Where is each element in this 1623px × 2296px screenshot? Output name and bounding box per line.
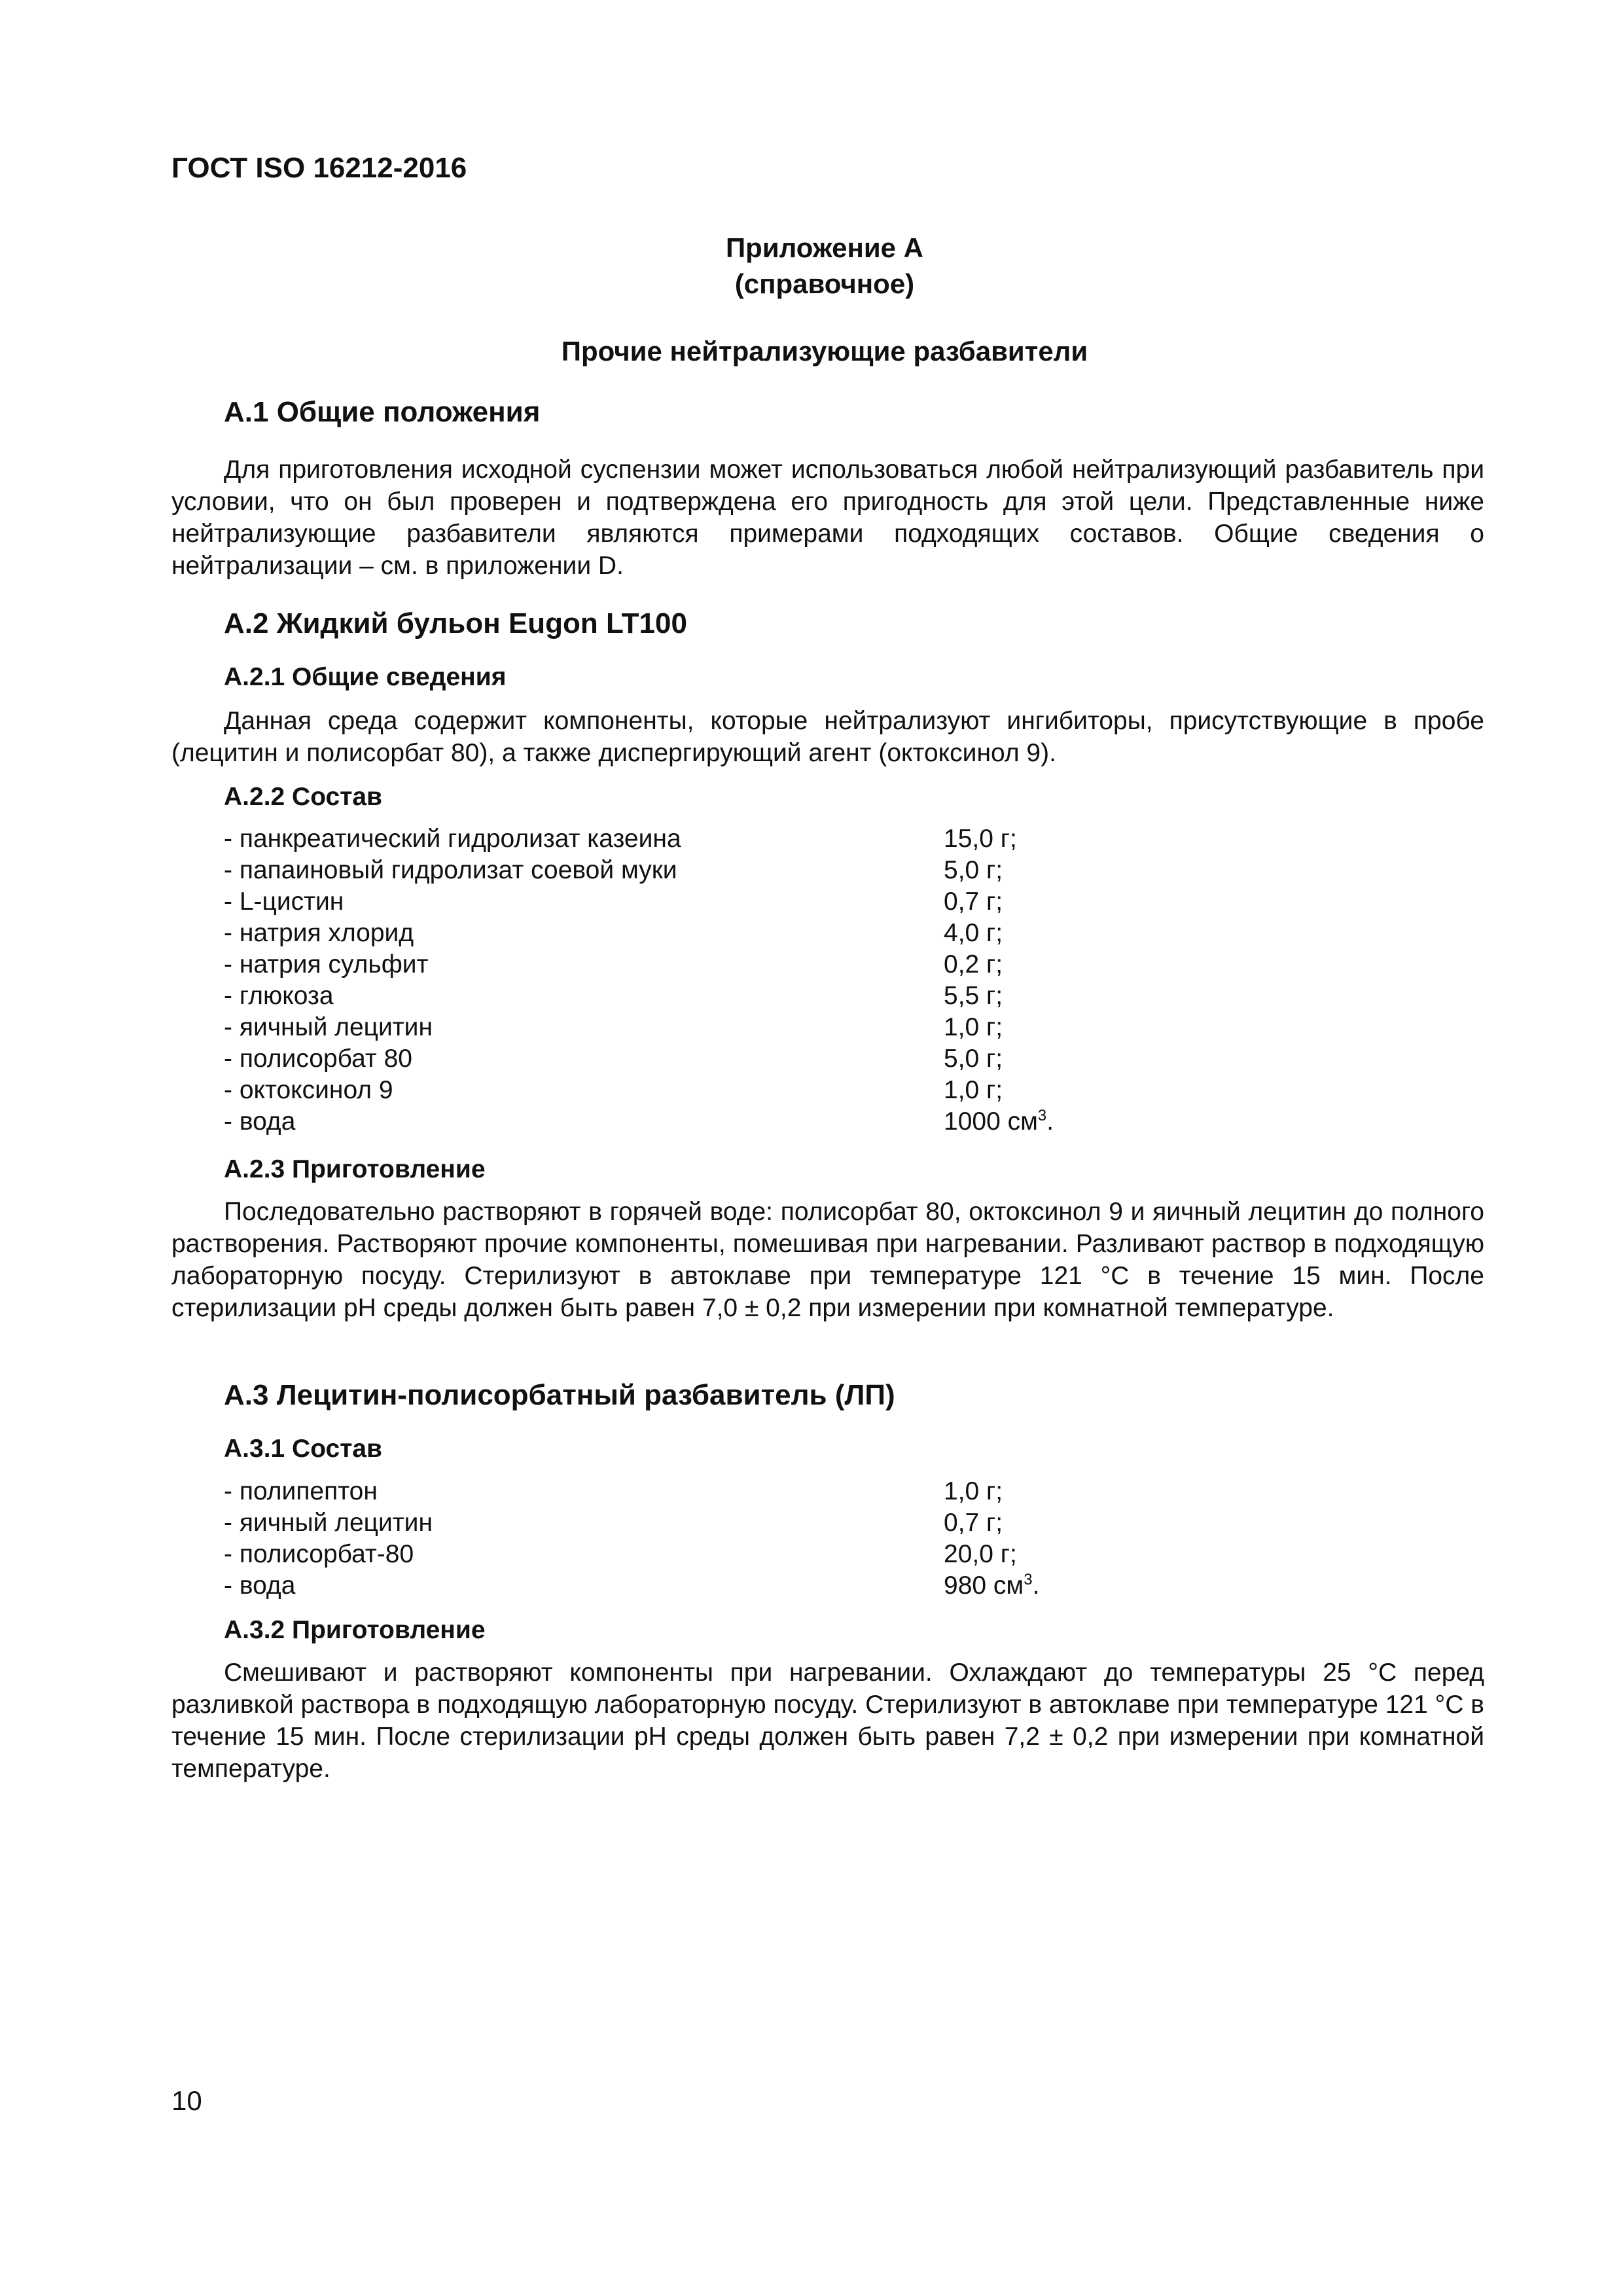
section-a2-heading: А.2 Жидкий бульон Eugon LT100 [224,607,687,639]
document-code: ГОСТ ISO 16212-2016 [171,152,467,184]
section-a2-3-heading: А.2.3 Приготовление [224,1155,486,1183]
section-a2-3-text: Последовательно растворяют в горячей воде: полисорбат 80, октоксинол 9 и яичный лецитин до полного растворения. Растворяют прочие компоненты, помешивая при нагревании. Разливают раствор в подходящую лабораторную посуду. Стерилизуют в автоклаве при температуре 121 °С в течение 15 мин. После стерилизации рН среды должен быть равен 7,0 ± 0,2 при измерении при комнатной температуре. [171,1198,1484,1322]
annex-title: Приложение А [725,232,924,263]
annex-heading: Прочие нейтрализующие разбавители [561,336,1088,367]
ingredient-quantity: 20,0 г; [944,1540,1017,1568]
ingredient-quantity: 0,7 г; [944,1509,1003,1537]
list-item [224,1043,1140,1075]
page-number: 10 [171,2085,202,2116]
quantity-text: 1000 см [944,1107,1038,1136]
section-a2-1-heading: А.2.1 Общие сведения [224,663,507,691]
ingredient-quantity: 0,2 г; [944,950,1003,978]
list-item [224,949,1140,980]
list-item [224,1570,1140,1602]
ingredient-name: - октоксинол 9 [224,1076,393,1104]
ingredient-quantity-with-unit [944,1570,1039,1602]
quantity-tail: . [1046,1107,1054,1136]
list-item [224,980,1140,1012]
list-item [224,1012,1140,1043]
ingredient-quantity: 15,0 г; [944,825,1017,853]
list-item [224,1106,1140,1138]
list-item [224,823,1140,855]
ingredient-name: - панкреатический гидролизат казеина [224,825,681,853]
ingredient-quantity: 4,0 г; [944,919,1003,947]
section-a3-2-heading: А.3.2 Приготовление [224,1616,486,1644]
ingredient-name: - папаиновый гидролизат соевой муки [224,856,677,884]
section-a2-2-heading: А.2.2 Состав [224,783,382,811]
list-item [224,886,1140,918]
ingredient-quantity: 1,0 г; [944,1076,1003,1104]
ingredient-quantity: 0,7 г; [944,888,1003,916]
ingredient-name: - полисорбат-80 [224,1540,414,1568]
list-item [224,1539,1140,1570]
unit-exponent: 3 [1037,1107,1047,1124]
ingredient-name: - полисорбат 80 [224,1045,412,1073]
section-a1-text: Для приготовления исходной суспензии может использоваться любой нейтрализующий разбавитель при условии, что он был проверен и подтверждена его пригодность для этой цели. Представленные ниже нейтрализующие разбавители являются примерами подходящих составов. Общие сведения о нейтрализации – см. в приложении D. [171,456,1484,580]
ingredient-name: - глюкоза [224,982,334,1010]
ingredient-name: - полипептон [224,1477,378,1505]
ingredient-quantity: 1,0 г; [944,1013,1003,1041]
ingredient-name: - L-цистин [224,888,344,916]
ingredient-quantity: 1,0 г; [944,1477,1003,1505]
list-item [224,1075,1140,1106]
ingredient-quantity: 5,5 г; [944,982,1003,1010]
section-a3-2-text: Смешивают и растворяют компоненты при нагревании. Охлаждают до температуры 25 °С перед разливкой раствора в подходящую лабораторную посуду. Стерилизуют в автоклаве при температуре 121 °С в течение 15 мин. После стерилизации рН среды должен быть равен 7,2 ± 0,2 при измерении при комнатной температуре. [171,1659,1484,1783]
quantity-tail: . [1032,1571,1040,1600]
list-item [224,1507,1140,1539]
annex-type: (справочное) [734,268,915,299]
ingredient-name: - яичный лецитин [224,1509,433,1537]
ingredient-name: - вода [224,1571,296,1600]
unit-exponent: 3 [1024,1571,1033,1588]
a2-ingredient-list [224,823,1140,1138]
list-item [224,918,1140,949]
section-a3-heading: А.3 Лецитин-полисорбатный разбавитель (ЛП) [224,1379,895,1411]
quantity-text: 980 см [944,1571,1024,1600]
ingredient-name: - натрия сульфит [224,950,429,978]
ingredient-name: - натрия хлорид [224,919,414,947]
ingredient-quantity: 5,0 г; [944,856,1003,884]
list-item [224,1476,1140,1507]
ingredient-name: - яичный лецитин [224,1013,433,1041]
section-a2-1-text: Данная среда содержит компоненты, которые нейтрализуют ингибиторы, присутствующие в пробе (лецитин и полисорбат 80), а также диспергирующий агент (октоксинол 9). [171,707,1484,767]
ingredient-name: - вода [224,1107,296,1136]
list-item [224,855,1140,886]
ingredient-quantity: 5,0 г; [944,1045,1003,1073]
section-a3-1-heading: А.3.1 Состав [224,1435,382,1463]
section-a1-heading: А.1 Общие положения [224,396,541,428]
ingredient-quantity-with-unit [944,1106,1054,1138]
a3-ingredient-list [224,1476,1140,1602]
